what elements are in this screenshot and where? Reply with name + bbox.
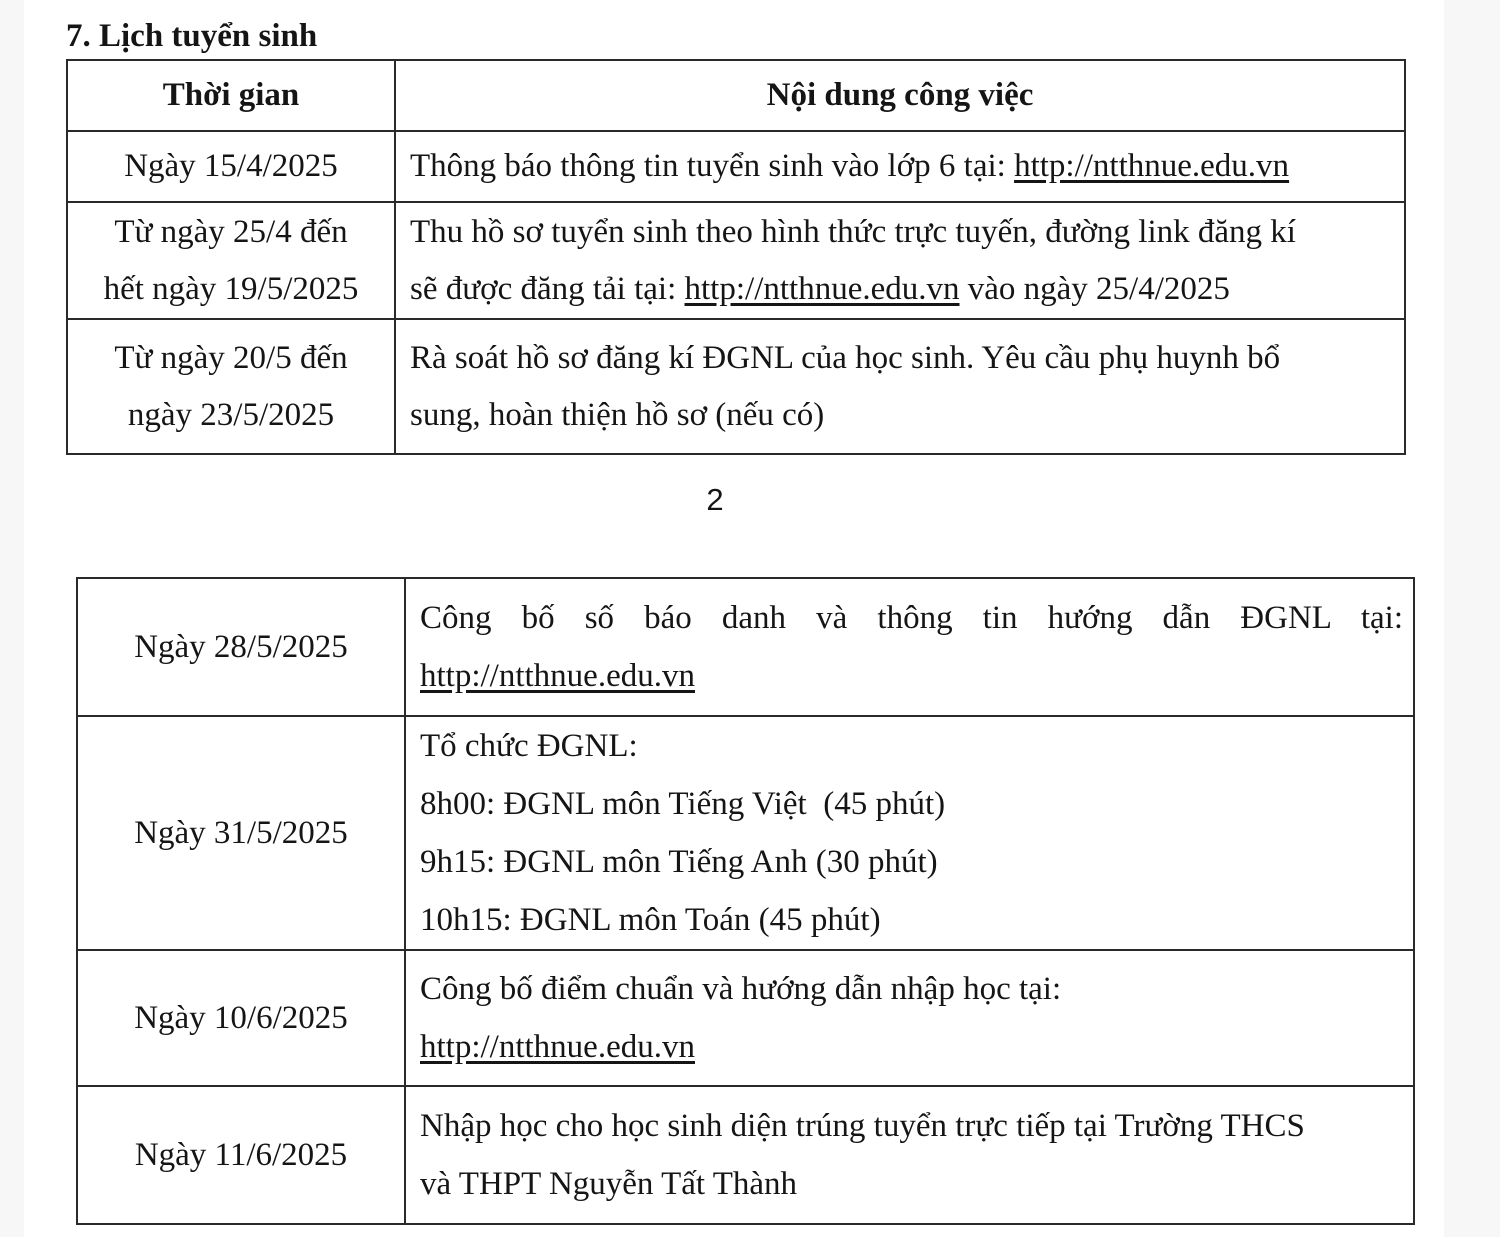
time-line: ngày 23/5/2025 [127, 396, 335, 433]
content-text: vào ngày 25/4/2025 [959, 270, 1230, 307]
row-time: Ngày 11/6/2025 [77, 1086, 405, 1224]
content-line [420, 1018, 1403, 1076]
row-time: Ngày 31/5/2025 [77, 716, 405, 950]
content-line: và THPT Nguyễn Tất Thành [420, 1166, 798, 1202]
table-row [77, 1086, 1414, 1224]
table-row [77, 950, 1414, 1086]
section-title: 7. Lịch tuyển sinh [66, 18, 318, 54]
page-number: 2 [706, 482, 724, 517]
content-line: Rà soát hồ sơ đăng kí ĐGNL của học sinh. Yêu cầu phụ huynh bổ [410, 339, 1281, 376]
header-time: Thời gian [67, 60, 395, 131]
time-line: hết ngày 19/5/2025 [103, 270, 359, 307]
content-line: Tổ chức ĐGNL: [420, 728, 638, 764]
content-line: Công bố số báo danh và thông tin hướng dẫn ĐGNL tại: [420, 600, 1403, 636]
row-content [395, 319, 1405, 454]
table-row [77, 578, 1414, 716]
content-line: sung, hoàn thiện hồ sơ (nếu có) [410, 396, 825, 433]
table-header-row [67, 60, 1405, 131]
time-line: Từ ngày 20/5 đến [114, 339, 348, 376]
content-line: Công bố điểm chuẩn và hướng dẫn nhập học tại: [420, 971, 1062, 1007]
table-row [77, 716, 1414, 950]
website-link[interactable]: http://ntthnue.edu.vn [420, 658, 695, 694]
row-time [67, 202, 395, 319]
row-content [395, 202, 1405, 319]
website-link[interactable]: http://ntthnue.edu.vn [420, 1029, 695, 1065]
content-line [420, 647, 1403, 705]
admission-schedule-table [66, 59, 1406, 455]
time-line: Ngày 15/4/2025 [124, 148, 338, 184]
row-content [405, 950, 1414, 1086]
row-time [67, 131, 395, 202]
table-row [67, 131, 1405, 202]
row-time: Ngày 28/5/2025 [77, 578, 405, 716]
row-content [405, 716, 1414, 950]
content-line: 8h00: ĐGNL môn Tiếng Việt (45 phút) [420, 786, 946, 822]
table-row [67, 319, 1405, 454]
admission-schedule-table-continued [76, 577, 1415, 1225]
content-line [410, 261, 1396, 318]
table-row [67, 202, 1405, 319]
header-content: Nội dung công việc [395, 60, 1405, 131]
row-content [405, 578, 1414, 716]
time-line: Từ ngày 25/4 đến [114, 213, 348, 250]
content-line: 9h15: ĐGNL môn Tiếng Anh (30 phút) [420, 844, 938, 880]
content-text: sẽ được đăng tải tại: [410, 270, 685, 307]
content-text: Thông báo thông tin tuyển sinh vào lớp 6 tại: [410, 148, 1015, 184]
row-time [67, 319, 395, 454]
content-line: 10h15: ĐGNL môn Toán (45 phút) [420, 902, 881, 938]
website-link[interactable]: http://ntthnue.edu.vn [1014, 148, 1290, 184]
row-content [395, 131, 1405, 202]
content-line: Nhập học cho học sinh diện trúng tuyển trực tiếp tại Trường THCS [420, 1108, 1305, 1144]
website-link[interactable]: http://ntthnue.edu.vn [684, 270, 960, 307]
row-content [405, 1086, 1414, 1224]
row-time: Ngày 10/6/2025 [77, 950, 405, 1086]
content-line: Thu hồ sơ tuyển sinh theo hình thức trực tuyến, đường link đăng kí [410, 213, 1296, 250]
